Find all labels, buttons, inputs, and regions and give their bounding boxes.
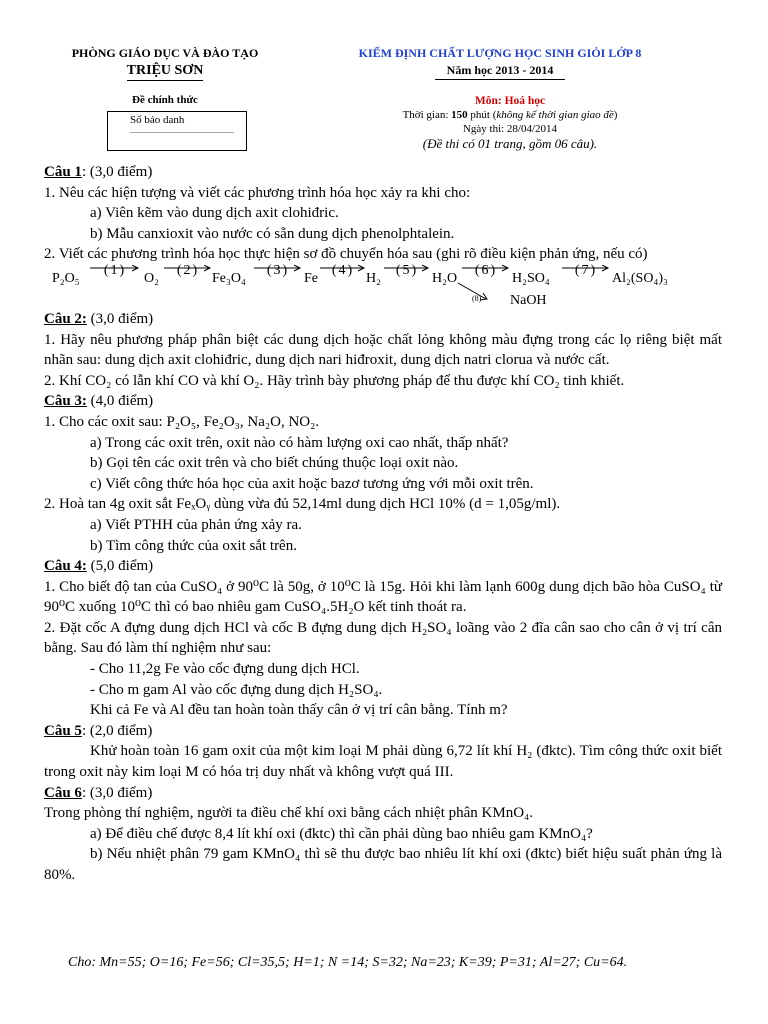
conversion-scheme	[44, 262, 722, 309]
question-2-heading	[44, 309, 722, 330]
school-year-underline	[435, 79, 565, 80]
question-6-title: Câu 6	[44, 784, 82, 801]
header-right	[320, 46, 680, 80]
arrow-step-3	[254, 262, 302, 281]
step-label: (6)	[474, 262, 498, 278]
q3-part1b: b) Gọi tên các oxit trên và cho biết chúng thuộc loại oxit nào.	[90, 455, 459, 472]
arrow-icon	[562, 265, 610, 281]
arrow-step-5	[384, 262, 430, 281]
q3-part2b: b) Tìm công thức của oxit sắt trên.	[90, 537, 297, 554]
official-label: Đề chính thức	[132, 94, 198, 106]
time-label: Thời gian:	[402, 109, 452, 121]
candidate-number-box	[107, 111, 247, 151]
species-fe3o4: Fe₃O₄	[212, 270, 246, 286]
arrow-icon	[254, 265, 302, 281]
arrow-icon	[320, 265, 366, 281]
arrow-icon	[462, 265, 510, 281]
question-2-title: Câu 2:	[44, 310, 87, 327]
question-6-heading	[44, 783, 722, 804]
question-2-points: (3,0 điểm)	[86, 310, 154, 327]
question-3-heading	[44, 391, 722, 412]
species-fe: Fe	[304, 270, 318, 286]
question-4-title: Câu 4:	[44, 558, 87, 575]
arrow-step-2	[164, 262, 212, 281]
question-5-title: Câu 5	[44, 722, 82, 739]
exam-info	[340, 94, 680, 151]
arrow-step-1	[90, 262, 140, 281]
arrow-icon	[384, 265, 430, 281]
arrow-icon	[90, 265, 140, 281]
time-close: )	[613, 109, 618, 121]
species-h2so4: H₂SO₄	[512, 270, 550, 286]
q4-part1: 1. Cho biết độ tan của CuSO₄ ở 90⁰C là 50g, ở 10⁰C là 15g. Hỏi khi làm lạnh 600g dung dịch bão hòa CuSO₄ từ 90⁰C xuống 10⁰C thì có bao nhiêu gam CuSO₄.5H₂O kết tinh thoát ra.	[44, 578, 722, 616]
arrow-step-6	[462, 262, 510, 281]
species-al2so43: Al₂(SO₄)₃	[612, 270, 668, 286]
q1-part2: 2. Viết các phương trình hóa học thực hiện sơ đồ chuyển hóa sau (ghi rõ điều kiện phản ứng, nếu có)	[44, 246, 648, 263]
subject: Môn: Hoá học	[474, 95, 546, 107]
species-naoh: NaOH	[510, 292, 547, 308]
district-underline	[127, 80, 203, 81]
question-3-title: Câu 3:	[44, 393, 87, 410]
step-8-label: (8)	[472, 293, 482, 303]
arrow-step-4	[320, 262, 366, 281]
time-unit: phút (	[467, 109, 497, 121]
q3-part2: 2. Hoà tan 4g oxit sắt FeₓOᵧ dùng vừa đủ 52,14ml dung dịch HCl 10% (d = 1,05g/ml).	[44, 496, 561, 513]
exam-content	[44, 162, 722, 886]
species-p2o5: P₂O₅	[52, 270, 80, 286]
question-6-points: : (3,0 điểm)	[81, 784, 153, 801]
q4-part2b: - Cho m gam Al vào cốc đựng dung dịch H₂SO₄.	[90, 681, 383, 698]
arrow-icon	[164, 265, 212, 281]
q1-part1a: a) Viên kẽm vào dung dịch axit clohiđric.	[90, 205, 339, 222]
q2-part2: 2. Khí CO₂ có lẫn khí CO và khí O₂. Hãy trình bày phương pháp để thu được khí CO₂ tinh khiết.	[44, 372, 625, 389]
q3-part1c: c) Viết công thức hóa học của axit hoặc bazơ tương ứng với mỗi oxit trên.	[90, 475, 534, 492]
candidate-number-dots: ....................................................	[130, 126, 234, 135]
question-4-heading	[44, 556, 722, 577]
exam-date: Ngày thi: 28/04/2014	[462, 123, 558, 135]
q3-part2a: a) Viết PTHH của phản ứng xảy ra.	[90, 516, 302, 533]
arrow-step-7	[562, 262, 610, 281]
question-5-heading	[44, 721, 722, 742]
question-5-points: : (2,0 điểm)	[81, 722, 153, 739]
exam-title: KIỂM ĐỊNH CHẤT LƯỢNG HỌC SINH GIỎI LỚP 8	[358, 46, 642, 60]
q4-part2: 2. Đặt cốc A đựng dung dịch HCl và cốc B đựng dung dịch H₂SO₄ loãng vào 2 đĩa cân sao cho cân ở vị trí cân bằng. Sau đó làm thí nghiệm như sau:	[44, 619, 722, 657]
q5-body: Khử hoàn toàn 16 gam oxit của một kim loại M phải dùng 6,72 lít khí H₂ (đktc). Tìm công thức oxit biết trong oxit này kim loại M có hóa trị duy nhất và không vượt quá III.	[44, 743, 722, 781]
header-left	[60, 46, 270, 81]
pages-note: (Đề thi có 01 trang, gồm 06 câu).	[422, 136, 598, 151]
step-label: (3)	[266, 262, 290, 278]
question-3-points: (4,0 điểm)	[86, 393, 154, 410]
q3-part1a: a) Trong các oxit trên, oxit nào có hàm lượng oxi cao nhất, thấp nhất?	[90, 434, 509, 451]
branch-arrow-icon	[456, 281, 496, 305]
question-1-title: Câu 1	[44, 164, 82, 180]
candidate-number-label: Số báo danh	[130, 114, 185, 126]
step-label: (4)	[331, 262, 355, 278]
species-o2: O₂	[144, 270, 159, 286]
question-1-heading	[44, 162, 722, 183]
species-h2: H₂	[366, 270, 381, 286]
q6-part-a: a) Để điều chế được 8,4 lít khí oxi (đktc) thì cần phải dùng bao nhiêu gam KMnO₄?	[90, 825, 593, 842]
time-line	[340, 108, 680, 122]
q3-part1: 1. Cho các oxit sau: P₂O₅, Fe₂O₃, Na₂O, NO₂.	[44, 413, 320, 430]
time-value: 150	[451, 109, 468, 121]
q4-part2a: - Cho 11,2g Fe vào cốc đựng dung dịch HCl.	[90, 661, 360, 678]
q1-part1b: b) Mẫu canxioxit vào nước có sẵn dung dịch phenolphtalein.	[90, 225, 455, 242]
step-label: (5)	[395, 262, 419, 278]
time-note: không kể thời gian giao đề	[496, 109, 614, 121]
q6-part-b: b) Nếu nhiệt phân 79 gam KMnO₄ thì sẽ thu được bao nhiêu lít khí oxi (đktc) biết hiệu suất phản ứng là 80%.	[44, 846, 722, 883]
q2-part1: 1. Hãy nêu phương pháp phân biệt các dung dịch hoặc chất lỏng không màu đựng trong các lọ riêng biệt mất nhãn sau: dung dịch axit clohiđric, dung dịch nari hiđroxit, dung dịch natri clorua và nước cất.	[44, 331, 722, 369]
school-year: Năm học 2013 - 2014	[446, 63, 554, 77]
question-4-points: (5,0 điểm)	[86, 558, 154, 575]
q6-body: Trong phòng thí nghiệm, người ta điều chế khí oxi bằng cách nhiệt phân KMnO₄.	[44, 805, 534, 822]
step-label: (2)	[176, 262, 200, 278]
q1-part1: 1. Nêu các hiện tượng và viết các phương trình hóa học xảy ra khi cho:	[44, 184, 471, 201]
step-label: (1)	[103, 262, 127, 278]
species-h2o: H₂O	[432, 270, 458, 286]
q4-part2c: Khi cả Fe và Al đều tan hoàn toàn thấy cân ở vị trí cân bằng. Tính m?	[90, 702, 508, 719]
atomic-masses-note: Cho: Mn=55; O=16; Fe=56; Cl=35,5; H=1; N =14; S=32; Na=23; K=39; P=31; Al=27; Cu=64.	[68, 955, 628, 970]
step-label: (7)	[574, 262, 598, 278]
question-1-points: : (3,0 điểm)	[81, 164, 153, 180]
district-name: TRIỆU SƠN	[126, 63, 204, 78]
department-name: PHÒNG GIÁO DỤC VÀ ĐÀO TẠO	[71, 46, 259, 60]
